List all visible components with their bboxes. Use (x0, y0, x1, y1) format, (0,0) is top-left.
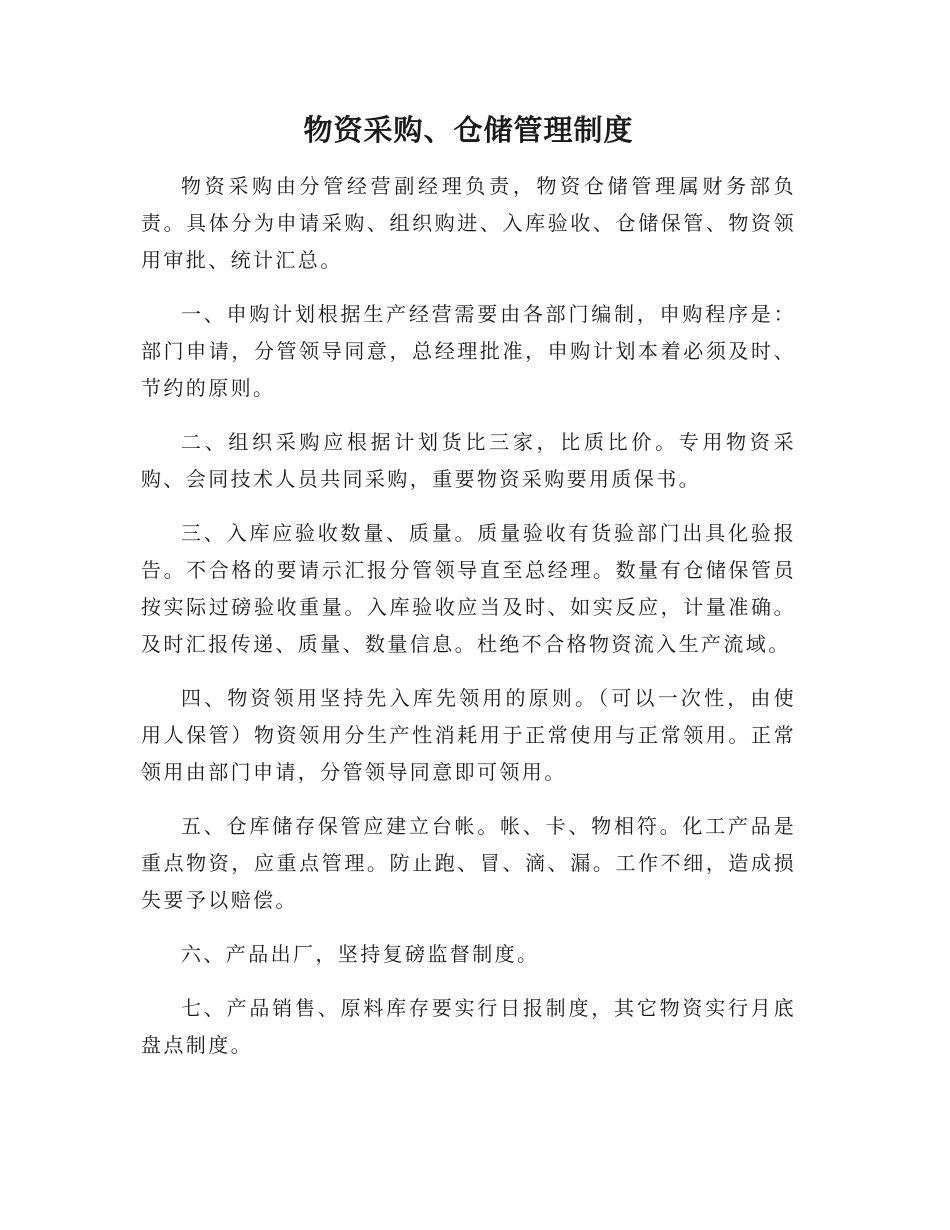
paragraph-item-6: 六、产品出厂，坚持复磅监督制度。 (181, 942, 540, 966)
paragraph-item-1: 一、申购计划根据生产经营需要由各部门编制，申购程序是：部门申请，分管领导同意，总经理批准，申购计划本着必须及时、节约的原则。 (141, 302, 796, 400)
paragraph-item-7: 七、产品销售、原料库存要实行日报制度，其它物资实行月底盘点制度。 (141, 996, 796, 1057)
paragraph-item-2: 二、组织采购应根据计划货比三家，比质比价。专用物资采购、会同技术人员共同采购，重要物资采购要用质保书。 (141, 430, 796, 491)
paragraph-item-5: 五、仓库储存保管应建立台帐。帐、卡、物相符。化工产品是重点物资，应重点管理。防止跑、冒、滴、漏。工作不细，造成损失要予以赔偿。 (141, 814, 796, 912)
paragraph-item-3: 三、入库应验收数量、质量。质量验收有货验部门出具化验报告。不合格的要请示汇报分管领导直至总经理。数量有仓储保管员按实际过磅验收重量。入库验收应当及时、如实反应，计量准确。及时汇报传递、质量、数量信息。杜绝不合格物资流入生产流域。 (141, 521, 796, 656)
document-page (141, 108, 796, 1081)
paragraph-item-4: 四、物资领用坚持先入库先领用的原则。（可以一次性，由使用人保管）物资领用分生产性消耗用于正常使用与正常领用。正常领用由部门申请，分管领导同意即可领用。 (141, 686, 796, 784)
document-title: 物资采购、仓储管理制度 (303, 113, 634, 147)
paragraph-intro: 物资采购由分管经营副经理负责，物资仓储管理属财务部负责。具体分为申请采购、组织购进、入库验收、仓储保管、物资领用审批、统计汇总。 (141, 174, 796, 272)
